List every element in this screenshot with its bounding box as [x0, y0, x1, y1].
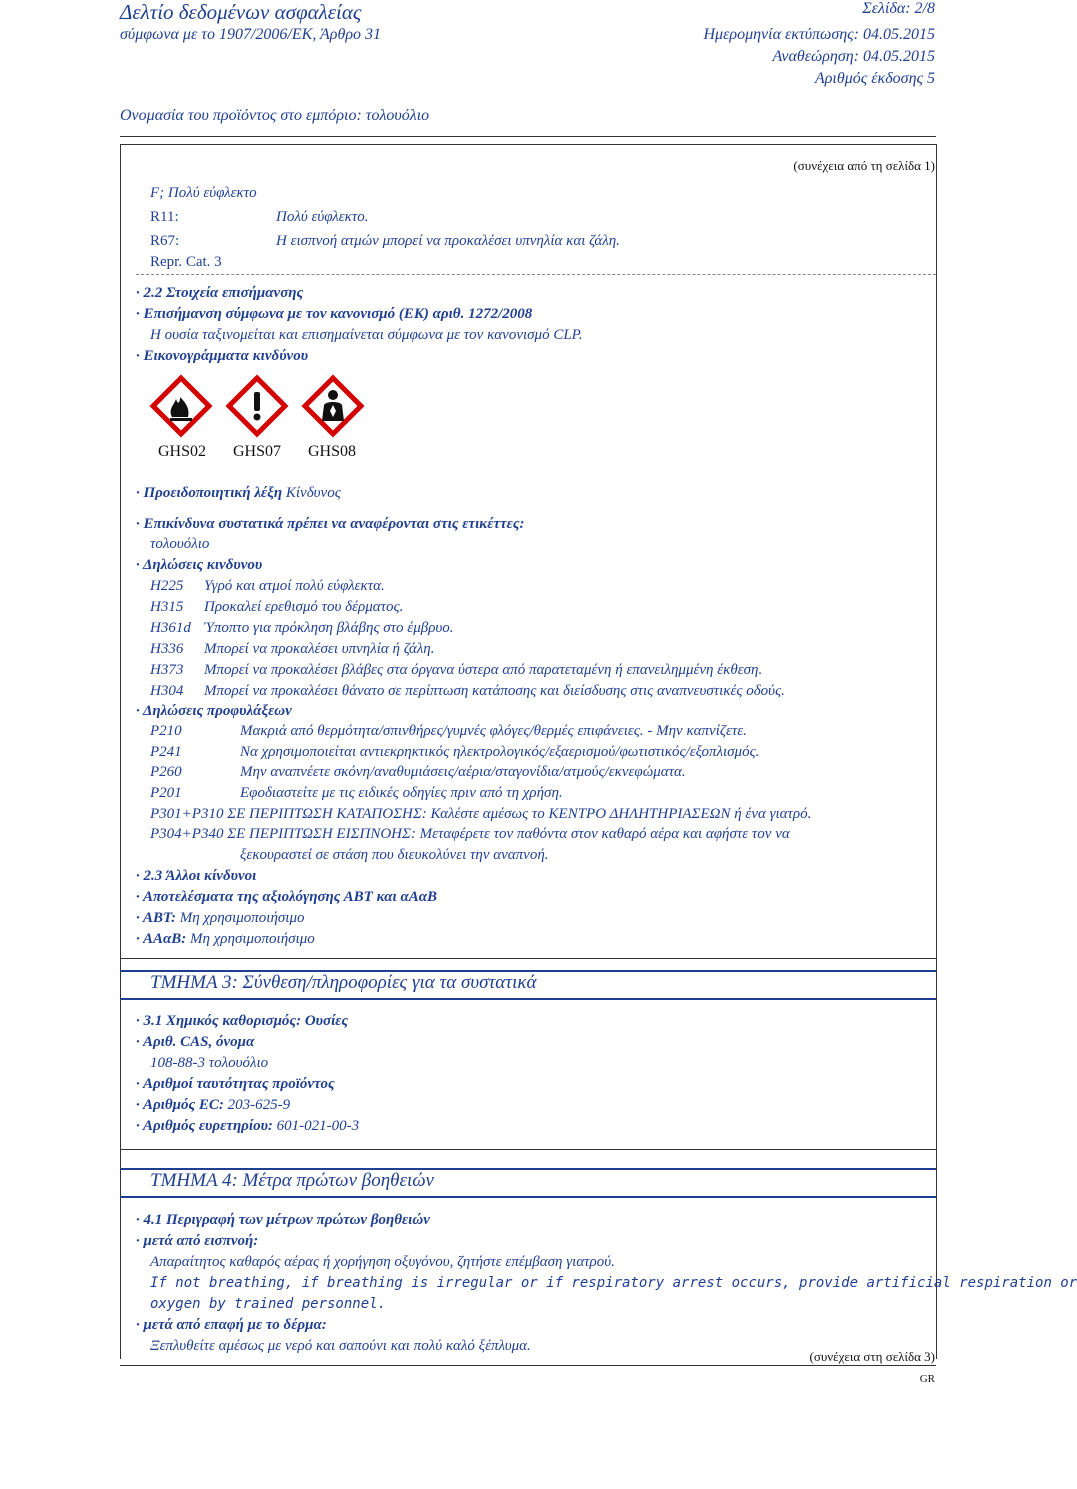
section-4-header	[120, 1168, 936, 1198]
precaution-code: P201	[150, 785, 182, 801]
vpvb-value: Μη χρησιμοποιήσιμο	[190, 931, 315, 947]
section-3-header	[120, 970, 936, 1000]
precaution-p301: P301+P310 ΣΕ ΠΕΡΙΠΤΩΣΗ ΚΑΤΑΠΟΣΗΣ: Καλέστε αμέσως το ΚΕΝΤΡΟ ΔΗΛΗΤΗΡΙΑΣΕΩΝ ή ένα γιατρό.	[150, 806, 812, 822]
dashed-divider	[136, 274, 936, 275]
hazard-text: Προκαλεί ερεθισμό του δέρματος.	[204, 599, 404, 615]
revision-date: Αναθεώρηση: 04.05.2015	[772, 48, 935, 65]
clp-text: Η ουσία ταξινομείται και επισημαίνεται σύμφωνα με τον κανονισμό CLP.	[150, 327, 583, 343]
precaution-statements-heading: · Δηλώσεις προφυλάξεων	[136, 703, 292, 719]
signal-word-label: · Προειδοποιητική λέξη	[136, 485, 283, 501]
cas-label: · Αριθ. CAS, όνομα	[136, 1034, 255, 1050]
skin-contact-text: Ξεπλυθείτε αμέσως με νερό και σαπούνι και πολύ καλό ξέπλυμα.	[150, 1338, 531, 1354]
r67-code: R67:	[150, 233, 180, 249]
continued-to: (συνέχεια στη σελίδα 3)	[809, 1349, 935, 1364]
components-heading: · Επικίνδυνα συστατικά πρέπει να αναφέρονται στις ετικέττες:	[136, 516, 525, 532]
document-title: Δελτίο δεδομένων ασφαλείας	[120, 0, 362, 24]
hazard-code: H336	[150, 641, 184, 657]
hazard-code: H361d	[150, 620, 191, 636]
hazard-text: Μπορεί να προκαλέσει υπνηλία ή ζάλη.	[204, 641, 435, 657]
r67-text: Η εισπνοή ατμών μπορεί να προκαλέσει υπνηλία και ζάλη.	[276, 233, 620, 249]
precaution-text: Μην αναπνέετε σκόνη/αναθυμιάσεις/αέρια/σταγονίδια/ατμούς/εκνεφώματα.	[240, 764, 686, 780]
precaution-p304: P304+P340 ΣΕ ΠΕΡΙΠΤΩΣΗ ΕΙΣΠΝΟΗΣ: Μεταφέρετε τον παθόντα στον καθαρό αέρα και αφήστε τον να	[150, 826, 790, 842]
pictogram-label-2: GHS07	[233, 443, 282, 460]
vpvb-label: · ΑΑαΒ:	[136, 931, 187, 947]
inhalation-text-en-cont: oxygen by trained personnel.	[150, 1296, 387, 1312]
section-2-2-heading: · 2.2 Στοιχεία επισήμανσης	[136, 285, 304, 301]
health-hazard-icon	[302, 375, 364, 437]
cas-value: 108-88-3 τολουόλιο	[150, 1055, 269, 1071]
document-subtitle: σύμφωνα με το 1907/2006/ΕΚ, Άρθρο 31	[120, 26, 382, 43]
hazard-code: H373	[150, 662, 184, 678]
precaution-text: Εφοδιαστείτε με τις ειδικές οδηγίες πριν από τη χρήση.	[240, 785, 563, 801]
ec-value: 203-625-9	[227, 1097, 291, 1113]
version-number: Αριθμός έκδοσης 5	[814, 70, 935, 87]
pictogram-label-1: GHS02	[158, 443, 207, 460]
box-bottom-border	[120, 1365, 936, 1366]
chem-characterization: · 3.1 Χημικός καθορισμός: Ουσίες	[136, 1013, 349, 1029]
index-value: 601-021-00-3	[276, 1118, 360, 1134]
product-divider	[120, 136, 936, 137]
section-2-3-heading: · 2.3 Άλλοι κίνδυνοι	[136, 868, 257, 884]
pictogram-label-3: GHS08	[308, 443, 357, 460]
index-label: · Αριθμός ευρετηρίου:	[136, 1118, 273, 1134]
pictograms-heading: · Εικονογράμματα κινδύνου	[136, 348, 309, 364]
hazard-text: Υγρό και ατμοί πολύ εύφλεκτα.	[204, 578, 385, 594]
exclamation-mark-icon	[226, 375, 288, 437]
footer-country-code: GR	[919, 1373, 935, 1385]
precaution-code: P260	[150, 764, 182, 780]
skin-contact-heading: · μετά από επαφή με το δέρμα:	[136, 1317, 327, 1333]
precaution-code: P210	[150, 723, 182, 739]
pbt-heading: · Αποτελέσματα της αξιολόγησης ΑΒΤ και αΑαΒ	[136, 889, 438, 905]
page-number: Σελίδα: 2/8	[862, 0, 935, 17]
precaution-text: Μακριά από θερμότητα/σπινθήρες/γυμνές φλόγες/θερμές επιφάνειες. - Μην καπνίζετε.	[240, 723, 747, 739]
hazard-statements-heading: · Δηλώσεις κινδυνου	[136, 557, 263, 573]
pbt-label: · ΑΒΤ:	[136, 910, 176, 926]
box-top-border	[120, 144, 936, 145]
section-3-title: ΤΜΗΜΑ 3: Σύνθεση/πληροφορίες για τα συστατικά	[150, 972, 537, 993]
section-divider	[120, 958, 936, 959]
clp-heading: · Επισήμανση σύμφωνα με τον κανονισμό (ΕΚ) αριθ. 1272/2008	[136, 306, 533, 322]
component-name: τολουόλιο	[150, 536, 210, 552]
print-date: Ημερομηνία εκτύπωσης: 04.05.2015	[703, 26, 935, 43]
hazard-code: H315	[150, 599, 184, 615]
signal-word: Κίνδυνος	[285, 485, 341, 501]
pbt-value: Μη χρησιμοποιήσιμο	[179, 910, 305, 926]
identifiers-heading: · Αριθμοί ταυτότητας προϊόντος	[136, 1076, 335, 1092]
r11-text: Πολύ εύφλεκτο.	[276, 209, 369, 225]
hazard-text: Ύποπτο για πρόκληση βλάβης στο έμβρυο.	[204, 620, 454, 636]
hazard-text: Μπορεί να προκαλέσει βλάβες στα όργανα ύστερα από παρατεταμένη ή επανειλημμένη έκθεση.	[204, 662, 763, 678]
hazard-code: H304	[150, 683, 184, 699]
precaution-code: P241	[150, 744, 182, 760]
repr-category: Repr. Cat. 3	[150, 254, 222, 270]
product-name: Ονομασία του προϊόντος στο εμπόριο: τολουόλιο	[120, 107, 430, 124]
continued-from: (συνέχεια από τη σελίδα 1)	[793, 158, 935, 173]
box-right-border	[936, 144, 937, 1359]
flame-icon	[150, 375, 212, 437]
r11-code: R11:	[150, 209, 179, 225]
inhalation-text: Απαραίτητος καθαρός αέρας ή χορήγηση οξυγόνου, ζητήστε επέμβαση γιατρού.	[150, 1254, 615, 1270]
inhalation-heading: · μετά από εισπνοή:	[136, 1233, 259, 1249]
hazard-code: H225	[150, 578, 184, 594]
section-4-title: ΤΜΗΜΑ 4: Μέτρα πρώτων βοηθειών	[150, 1170, 434, 1191]
precaution-text: Να χρησιμοποιείται αντιεκρηκτικός ηλεκτρολογικός/εξαερισμού/φωτιστικός/εξοπλισμός.	[240, 744, 760, 760]
ec-label: · Αριθμός ΕC:	[136, 1097, 224, 1113]
first-aid-heading: · 4.1 Περιγραφή των μέτρων πρώτων βοηθειών	[136, 1212, 430, 1228]
precaution-p304-cont: ξεκουραστεί σε στάση που διευκολύνει την αναπνοή.	[240, 847, 549, 863]
f-classification: F; Πολύ εύφλεκτο	[150, 185, 257, 201]
inhalation-text-en: If not breathing, if breathing is irregular or if respiratory arrest occurs, provide artificial respiration or	[150, 1275, 1077, 1291]
section-divider	[120, 1149, 936, 1150]
hazard-text: Μπορεί να προκαλέσει θάνατο σε περίπτωση κατάποσης και διείσδυσης στις αναπνευστικές οδούς.	[204, 683, 785, 699]
